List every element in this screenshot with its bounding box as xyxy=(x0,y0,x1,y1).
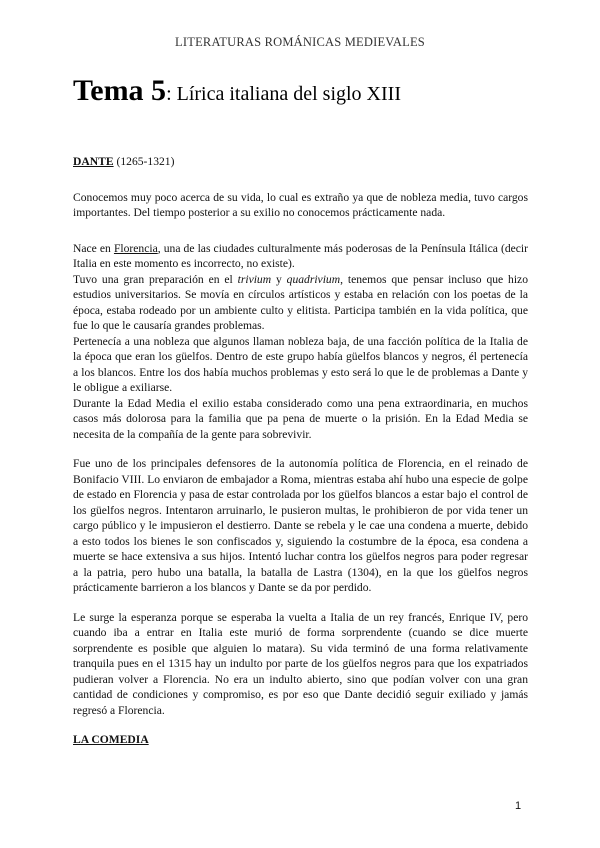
paragraph-1: Conocemos muy poco acerca de su vida, lo cual es extraño ya que de nobleza media, tuvo cargos importantes. Del tiempo posterior a su exilio no conocemos prácticamente nada. xyxy=(73,190,528,219)
section-heading-comedia xyxy=(73,732,528,748)
document-body xyxy=(73,154,528,748)
paragraph-7: Le surge la esperanza porque se esperaba la vuelta a Italia de un rey francés, Enrique IV, pero cuando iba a entrar en Italia este murió de forma sorprendente (cuando se dice muerte sorprendente es posible que alguien lo matara). Su vida terminó de una forma relativamente tranquila pues en el 1315 hay un indulto por parte de los güelfos negros para que los expatriados pudieran volver a Florencia. No era un indulto abierto, sino que podían volver con una gran cantidad de condiciones y compromiso, es por eso que Dante decidió seguir exiliado y jamás regresó a Florencia. xyxy=(73,610,528,717)
p2-text-end: , una de las ciudades culturalmente más poderosas de la Península Itálica (decir Italia en este momento es incorrecto, no existe). xyxy=(73,241,528,270)
title-topic-number: Tema 5 xyxy=(73,74,167,107)
heading-dante: DANTE xyxy=(73,155,114,168)
title-subject: : Lírica italiana del siglo XIII xyxy=(166,83,401,105)
page-number: 1 xyxy=(515,800,522,812)
trivium-italic: trivium xyxy=(237,272,272,286)
paragraph-5: Durante la Edad Media el exilio estaba considerado como una pena extraordinaria, en muchos casos más dolorosa para la familia que pa pena de muerte o la prisión. En la Edad Media se necesita de la compañía de la gente para sobrevivir. xyxy=(73,396,528,441)
p3-text-mid: y xyxy=(271,272,287,286)
p2-text-start: Nace en xyxy=(73,241,114,255)
paragraph-4: Pertenecía a una nobleza que algunos llaman nobleza baja, de una facción política de la Italia de la época que eran los güelfos. Dentro de este grupo había güelfos blancos y negros, él pertenecía a los blancos. Entre los dos había muchos problemas y esto será lo que le de problemas a Dante y le obligue a exiliarse. xyxy=(73,334,528,394)
section-heading-dante xyxy=(73,154,528,170)
paragraph-6: Fue uno de los principales defensores de la autonomía política de Florencia, en el reinado de Bonifacio VIII. Lo enviaron de embajador a Roma, mientras estaba ahí hubo una especie de golpe de estado en Florencia y pasa de estar controlada por los güelfos blancos a estar bajo el control de los güelfos negros. Intentaron arruinarlo, le pusieron multas, le prohibieron de por vida tener un cargo público y le impusieron el destierro. Dante se rebela y le cae una condena a muerte, debido a esto todos los bienes le son confiscados y, siguiendo la costumbre de la época, esa condena a muerte se hace extensiva a sus hijos. Intentó luchar contra los güelfos negros para poder regresar a la patria, pero hubo una batalla, la batalla de Lastra (1304), en la que los güelfos negros prácticamente barrieron a los blancos y Dante se da por perdido. xyxy=(73,457,528,594)
paragraph-3 xyxy=(73,272,528,334)
florencia-underlined: Florencia xyxy=(113,241,158,255)
p3-text-end: , tenemos que pensar incluso que hizo estudios universitarios. Se movía en círculos artísticos y estaba en relación con los poetas de la época, estaba rodeado por un ambiente culto y elitista. Participa también en la vida política, que fue lo que le causaría grandes problemas. xyxy=(73,272,529,332)
page-title xyxy=(73,74,401,108)
p3-text-start: Tuvo una gran preparación en el xyxy=(73,272,238,286)
quadrivium-italic: quadrivium xyxy=(286,272,341,286)
running-header: LITERATURAS ROMÁNICAS MEDIEVALES xyxy=(175,35,425,49)
paragraph-2 xyxy=(73,241,528,272)
heading-dates: (1265-1321) xyxy=(113,155,175,168)
heading-la-comedia: LA COMEDIA xyxy=(73,733,149,746)
